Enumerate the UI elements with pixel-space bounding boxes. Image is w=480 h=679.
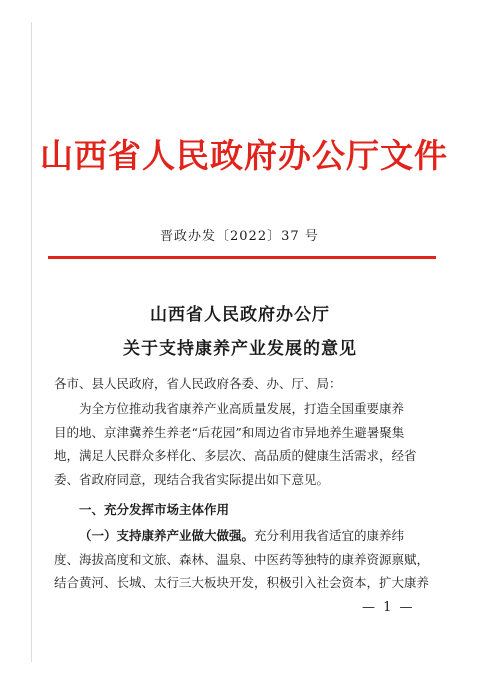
section-heading: 一、充分发挥市场主体作用 (79, 502, 230, 517)
document-red-header: 山西省人民政府办公厅文件 (40, 136, 448, 175)
salutation: 各市、县人民政府，省人民政府各委、办、厅、局： (54, 376, 342, 391)
scan-edge-line (31, 22, 32, 662)
intro-line: 地，满足人民群众多样化、多层次、高品质的健康生活需求，经省 (54, 448, 417, 463)
intro-line: 委、省政府同意，现结合我省实际提出如下意见。 (54, 471, 330, 487)
intro-line: 为全方位推动我省康养产业高质量发展，打造全国重要康养 (79, 401, 405, 416)
document-title-subject: 关于支持康养产业发展的意见 (123, 339, 357, 359)
document-title-issuer: 山西省人民政府办公厅 (150, 305, 330, 325)
item-1-first-line (54, 524, 438, 548)
red-divider-rule (48, 256, 436, 259)
item-1-paragraph (54, 524, 438, 595)
item-1-lead: （一）支持康养产业做大做强。 (79, 528, 255, 543)
page-number: — 1 — (362, 600, 415, 615)
intro-line: 目的地、京津冀养生养老“后花园”和周边省市异地养生避暑聚集 (54, 424, 405, 440)
intro-paragraph (54, 397, 438, 491)
document-number: 晋政办发〔2022〕37 号 (160, 229, 319, 244)
item-1-line: 度、海拔高度和文旅、森林、温泉、中医药等独特的康养资源禀赋， (54, 551, 430, 567)
item-1-text: 充分利用我省适宜的康养纬 (254, 528, 405, 543)
item-1-line: 结合黄河、长城、太行三大板块开发，积极引入社会资本，扩大康养 (54, 575, 430, 590)
